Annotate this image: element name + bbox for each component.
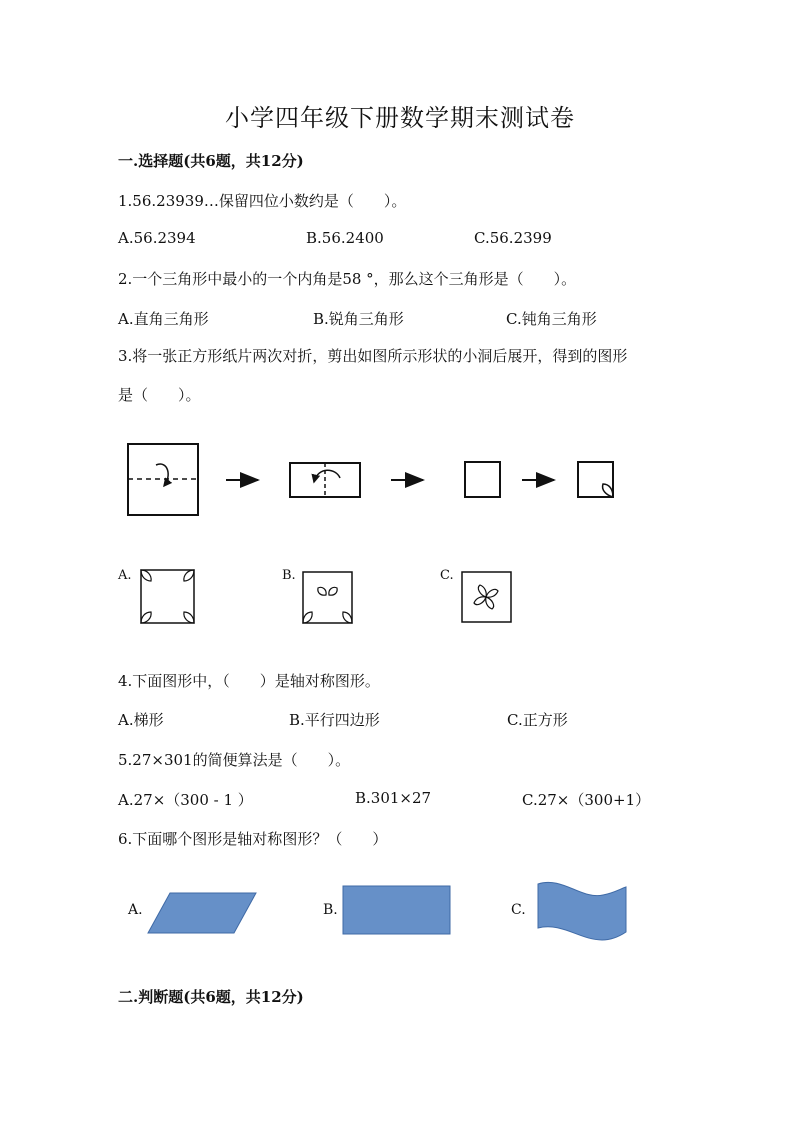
question-2-option-c: C.钝角三角形 bbox=[506, 310, 597, 328]
question-3-option-b: B. bbox=[282, 568, 296, 583]
question-4-option-b: B.平行四边形 bbox=[289, 711, 380, 729]
question-5-stem: 5.27×301的简便算法是（ ）。 bbox=[118, 751, 351, 769]
question-1-option-b: B.56.2400 bbox=[306, 229, 384, 247]
question-4-option-a: A.梯形 bbox=[118, 711, 164, 729]
question-3-option-a: A. bbox=[118, 568, 132, 583]
question-5-option-a: A.27×（300 - 1 ） bbox=[118, 791, 253, 809]
question-3-stem-line-2: 是（ ）。 bbox=[118, 386, 201, 404]
rectangle-shape bbox=[343, 886, 450, 934]
question-2-option-a: A.直角三角形 bbox=[118, 310, 209, 328]
question-6-option-c: C. bbox=[511, 902, 526, 918]
question-3-stem-line-1: 3.将一张正方形纸片两次对折，剪出如图所示形状的小洞后展开，得到的图形 bbox=[118, 347, 628, 365]
section-heading-judgement: 二.判断题(共6题，共12分) bbox=[118, 988, 304, 1006]
parallelogram-shape bbox=[148, 893, 256, 933]
question-1-stem: 1.56.23939…保留四位小数约是（ ）。 bbox=[118, 192, 407, 210]
section-heading-choice: 一.选择题(共6题，共12分) bbox=[118, 152, 304, 170]
question-5-option-c: C.27×（300+1） bbox=[522, 791, 651, 809]
question-3-option-c: C. bbox=[440, 568, 454, 583]
question-6-stem: 6.下面哪个图形是轴对称图形？（ ） bbox=[118, 830, 388, 848]
question-5-option-b: B.301×27 bbox=[355, 789, 432, 807]
page-title: 小学四年级下册数学期末测试卷 bbox=[225, 104, 575, 132]
wave-shape bbox=[538, 882, 626, 940]
question-6-option-a: A. bbox=[128, 902, 143, 918]
question-2-option-b: B.锐角三角形 bbox=[313, 310, 404, 328]
question-6-option-b: B. bbox=[323, 902, 338, 918]
question-1-option-a: A.56.2394 bbox=[118, 229, 196, 247]
question-2-stem: 2.一个三角形中最小的一个内角是58 °，那么这个三角形是（ ）。 bbox=[118, 270, 577, 288]
question-1-option-c: C.56.2399 bbox=[474, 229, 552, 247]
question-4-stem: 4.下面图形中，（ ）是轴对称图形。 bbox=[118, 672, 380, 690]
question-4-option-c: C.正方形 bbox=[507, 711, 568, 729]
